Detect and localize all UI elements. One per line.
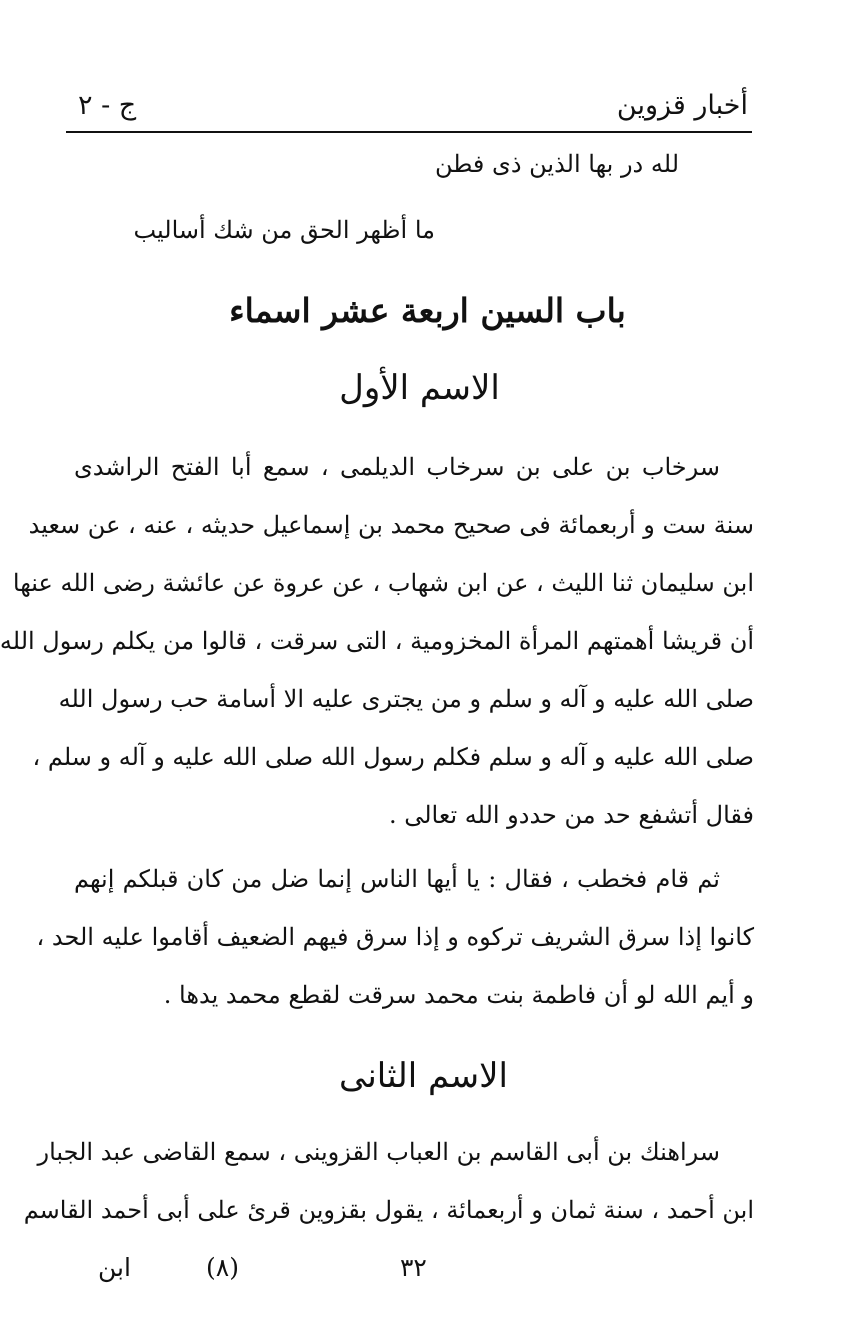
header-volume: ج - ٢	[78, 90, 137, 121]
signature-mark: (٨)	[206, 1253, 239, 1282]
header-rule	[66, 131, 752, 133]
section-heading-1: الاسم الأول	[339, 368, 500, 408]
paragraph-3	[23, 1123, 754, 1239]
paragraph-1	[0, 438, 754, 844]
catchword: ابن	[98, 1253, 131, 1282]
paragraph-line: صلى الله عليه و آله و سلم فكلم رسول الله صلى الله عليه و آله و سلم ،	[32, 743, 754, 771]
paragraph-line: و أيم الله لو أن فاطمة بنت محمد سرقت لقطع محمد يدها .	[163, 981, 754, 1009]
paragraph-line: سرخاب بن على بن سرخاب الديلمى ، سمع أبا الفتح الراشدى	[74, 453, 720, 481]
page-footer	[0, 1248, 855, 1288]
paragraph-line: ابن سليمان ثنا الليث ، عن ابن شهاب ، عن عروة عن عائشة رضى الله عنها	[12, 569, 754, 597]
paragraph-line: كانوا إذا سرق الشريف تركوه و إذا سرق فيهم الضعيف أقاموا عليه الحد ،	[36, 923, 754, 951]
paragraph-2	[36, 850, 754, 1024]
running-header	[70, 86, 748, 126]
page-number: ٣٢	[400, 1253, 427, 1282]
verse-line-1: لله در بها الذين ذى فطن	[434, 150, 679, 178]
paragraph-line: سنة ست و أربعمائة فى صحيح محمد بن إسماعيل حديثه ، عنه ، عن سعيد	[28, 511, 754, 539]
paragraph-line: ابن أحمد ، سنة ثمان و أربعمائة ، يقول بقزوين قرئ على أبى أحمد القاسم	[23, 1196, 754, 1224]
chapter-heading: باب السين اربعة عشر اسماء	[229, 291, 626, 330]
section-heading-2: الاسم الثانى	[339, 1056, 508, 1096]
paragraph-line: فقال أتشفع حد من حددو الله تعالى .	[388, 801, 754, 829]
paragraph-line: سراهنك بن أبى القاسم بن العباب القزوينى ، سمع القاضى عبد الجبار	[37, 1138, 720, 1166]
paragraph-line: ثم قام فخطب ، فقال : يا أيها الناس إنما ضل من كان قبلكم إنهم	[74, 865, 720, 893]
verse-line-2: ما أظهر الحق من شك أساليب	[133, 216, 435, 244]
paragraph-line: أن قريشا أهمتهم المرأة المخزومية ، التى سرقت ، قالوا من يكلم رسول الله	[0, 627, 754, 655]
paragraph-line: صلى الله عليه و آله و سلم و من يجترى عليه الا أسامة حب رسول الله	[58, 685, 754, 713]
header-title: أخبار قزوين	[616, 90, 748, 121]
